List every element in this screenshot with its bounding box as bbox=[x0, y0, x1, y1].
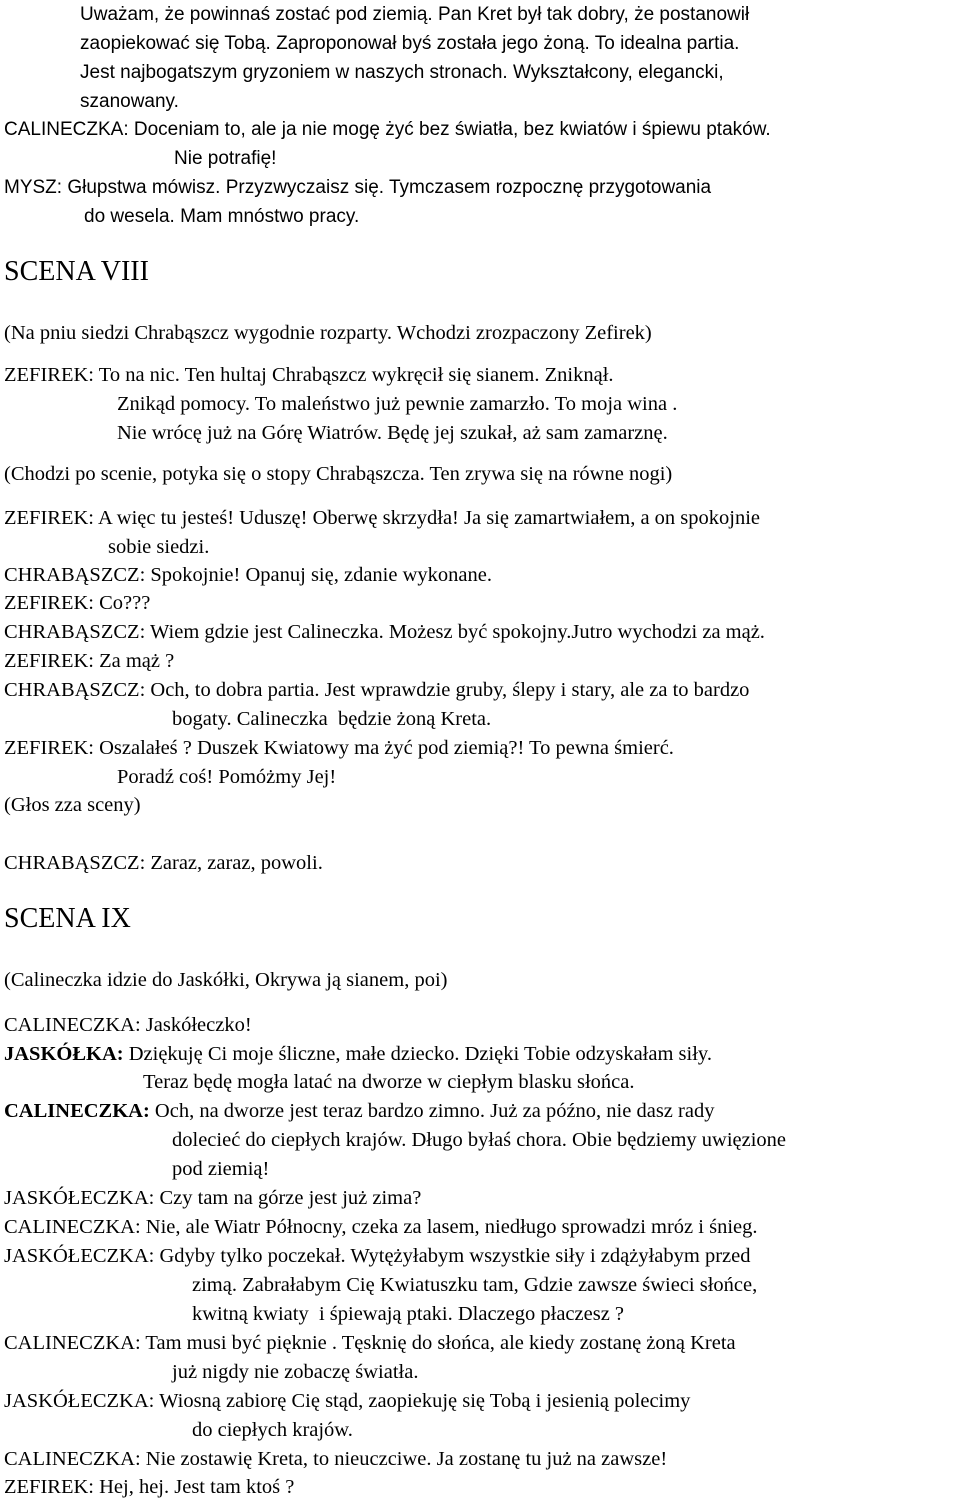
dialog-line: dolecieć do ciepłych krajów. Długo byłaś chora. Obie będziemy uwięzione bbox=[172, 1129, 787, 1151]
speaker: CALINECZKA bbox=[4, 1448, 135, 1470]
speaker: JASKÓŁKA: bbox=[4, 1043, 124, 1065]
speaker: ZEFIREK bbox=[4, 650, 89, 672]
speaker: JASKÓŁECZKA bbox=[4, 1245, 149, 1267]
dialog-line: ZEFIREK: A więc tu jesteś! Uduszę! Oberwę skrzydła! Ja się zamartwiałem, a on spokojnie bbox=[4, 507, 761, 529]
dialog-line: Teraz będę mogła latać na dworze w ciepłym blasku słońca. bbox=[143, 1071, 635, 1093]
speaker: ZEFIREK bbox=[4, 364, 89, 386]
dialog-line: zimą. Zabrałabym Cię Kwiatuszku tam, Gdzie zawsze świeci słońce, bbox=[192, 1274, 758, 1296]
dialog-line: CALINECZKA: Nie zostawię Kreta, to nieuczciwe. Ja zostanę tu już na zawsze! bbox=[4, 1448, 668, 1470]
dialog-line: ZEFIREK: Co??? bbox=[4, 592, 151, 614]
dialog-line: ZEFIREK: Za mąż ? bbox=[4, 650, 175, 672]
stage-direction-3: (Calineczka idzie do Jaskółki, Okrywa ją sianem, poi) bbox=[4, 969, 448, 991]
dialog-line: CALINECZKA: Jaskółeczko! bbox=[4, 1014, 252, 1036]
dialog-line: (Głos zza sceny) bbox=[4, 794, 141, 816]
stage-direction-2: (Chodzi po scenie, potyka się o stopy Chrabąszcza. Ten zrywa się na równe nogi) bbox=[4, 463, 673, 485]
dialog-line: JASKÓŁECZKA: Gdyby tylko poczekał. Wytężyłabym wszystkie siły i zdążyłabym przed bbox=[4, 1245, 751, 1267]
speaker: CALINECZKA bbox=[4, 119, 124, 140]
intro-line-8: do wesela. Mam mnóstwo pracy. bbox=[84, 206, 360, 227]
scene-heading-8: SCENA VIII bbox=[4, 256, 149, 287]
dialog-line: CHRABĄSZCZ: Zaraz, zaraz, powoli. bbox=[4, 852, 323, 874]
speaker: ZEFIREK bbox=[4, 592, 89, 614]
speaker: CALINECZKA bbox=[4, 1332, 135, 1354]
speaker: CALINECZKA: bbox=[4, 1100, 150, 1122]
dialog-line: CALINECZKA: Nie, ale Wiatr Północny, czeka za lasem, niedługo sprowadzi mróz i śnieg. bbox=[4, 1216, 758, 1238]
dialog-line: ZEFIREK: To na nic. Ten hultaj Chrabąszcz wykręcił się sianem. Zniknął. bbox=[4, 364, 614, 386]
dialog-line: CHRABĄSZCZ: Spokojnie! Opanuj się, zdanie wykonane. bbox=[4, 564, 492, 586]
speaker: CHRABĄSZCZ bbox=[4, 621, 140, 643]
speaker: ZEFIREK bbox=[4, 1476, 89, 1498]
speaker: JASKÓŁECZKA bbox=[4, 1390, 149, 1412]
dialog-line: do ciepłych krajów. bbox=[192, 1419, 353, 1441]
dialog-line: CALINECZKA: Och, na dworze jest teraz bardzo zimno. Już za późno, nie dasz rady bbox=[4, 1100, 715, 1122]
dialog-line: już nigdy nie zobaczę światła. bbox=[172, 1361, 419, 1383]
speaker: CHRABĄSZCZ bbox=[4, 679, 140, 701]
dialog-line: ZEFIREK: Hej, hej. Jest tam ktoś ? bbox=[4, 1476, 295, 1498]
dialog-line: kwitną kwiaty i śpiewają ptaki. Dlaczego płaczesz ? bbox=[192, 1303, 625, 1325]
intro-line-2: zaopiekować się Tobą. Zaproponował byś została jego żoną. To idealna partia. bbox=[80, 33, 740, 54]
speaker: CHRABĄSZCZ bbox=[4, 852, 140, 874]
dialog-line: pod ziemią! bbox=[172, 1158, 270, 1180]
speaker: JASKÓŁECZKA bbox=[4, 1187, 149, 1209]
dialog-line: JASKÓŁECZKA: Wiosną zabiorę Cię stąd, zaopiekuję się Tobą i jesienią polecimy bbox=[4, 1390, 691, 1412]
intro-line-3: Jest najbogatszym gryzoniem w naszych stronach. Wykształcony, elegancki, bbox=[80, 62, 724, 83]
stage-direction-1: (Na pniu siedzi Chrabąszcz wygodnie rozparty. Wchodzi zrozpaczony Zefirek) bbox=[4, 322, 652, 344]
dialog-line: Nie wrócę już na Górę Wiatrów. Będę jej szukał, aż sam zamarznę. bbox=[117, 422, 668, 444]
dialog-line: JASKÓŁKA: Dziękuję Ci moje śliczne, małe dziecko. Dzięki Tobie odzyskałam siły. bbox=[4, 1043, 712, 1065]
dialog-line: bogaty. Calineczka będzie żoną Kreta. bbox=[172, 708, 492, 730]
dialog-line: CHRABĄSZCZ: Wiem gdzie jest Calineczka. Możesz być spokojny.Jutro wychodzi za mąż. bbox=[4, 621, 765, 643]
speaker: CHRABĄSZCZ bbox=[4, 564, 140, 586]
dialog-line: Poradź coś! Pomóżmy Jej! bbox=[117, 766, 337, 788]
dialog-line: Znikąd pomocy. To maleństwo już pewnie zamarzło. To moja wina . bbox=[117, 393, 678, 415]
intro-line-4: szanowany. bbox=[80, 91, 179, 112]
scene-heading-9: SCENA IX bbox=[4, 903, 131, 934]
dialog-line: JASKÓŁECZKA: Czy tam na górze jest już zima? bbox=[4, 1187, 422, 1209]
intro-line-1: Uważam, że powinnaś zostać pod ziemią. Pan Kret był tak dobry, że postanowił bbox=[80, 4, 750, 25]
speaker: CALINECZKA bbox=[4, 1216, 135, 1238]
dialog-line: CHRABĄSZCZ: Och, to dobra partia. Jest wprawdzie gruby, ślepy i stary, ale za to bardzo bbox=[4, 679, 750, 701]
intro-line-6: Nie potrafię! bbox=[174, 148, 277, 169]
dialog-line: CALINECZKA: Tam musi być pięknie . Tęsknię do słońca, ale kiedy zostanę żoną Kreta bbox=[4, 1332, 736, 1354]
speaker: ZEFIREK bbox=[4, 737, 89, 759]
intro-line-7: MYSZ: Głupstwa mówisz. Przyzwyczaisz się. Tymczasem rozpocznę przygotowania bbox=[4, 177, 712, 198]
intro-line-5: CALINECZKA: Doceniam to, ale ja nie mogę żyć bez światła, bez kwiatów i śpiewu ptaków. bbox=[4, 119, 771, 140]
dialog-line: sobie siedzi. bbox=[108, 536, 210, 558]
speaker: ZEFIREK bbox=[4, 507, 89, 529]
speaker: CALINECZKA bbox=[4, 1014, 135, 1036]
dialog-line: ZEFIREK: Oszalałeś ? Duszek Kwiatowy ma żyć pod ziemią?! To pewna śmierć. bbox=[4, 737, 674, 759]
speaker: MYSZ bbox=[4, 177, 57, 198]
